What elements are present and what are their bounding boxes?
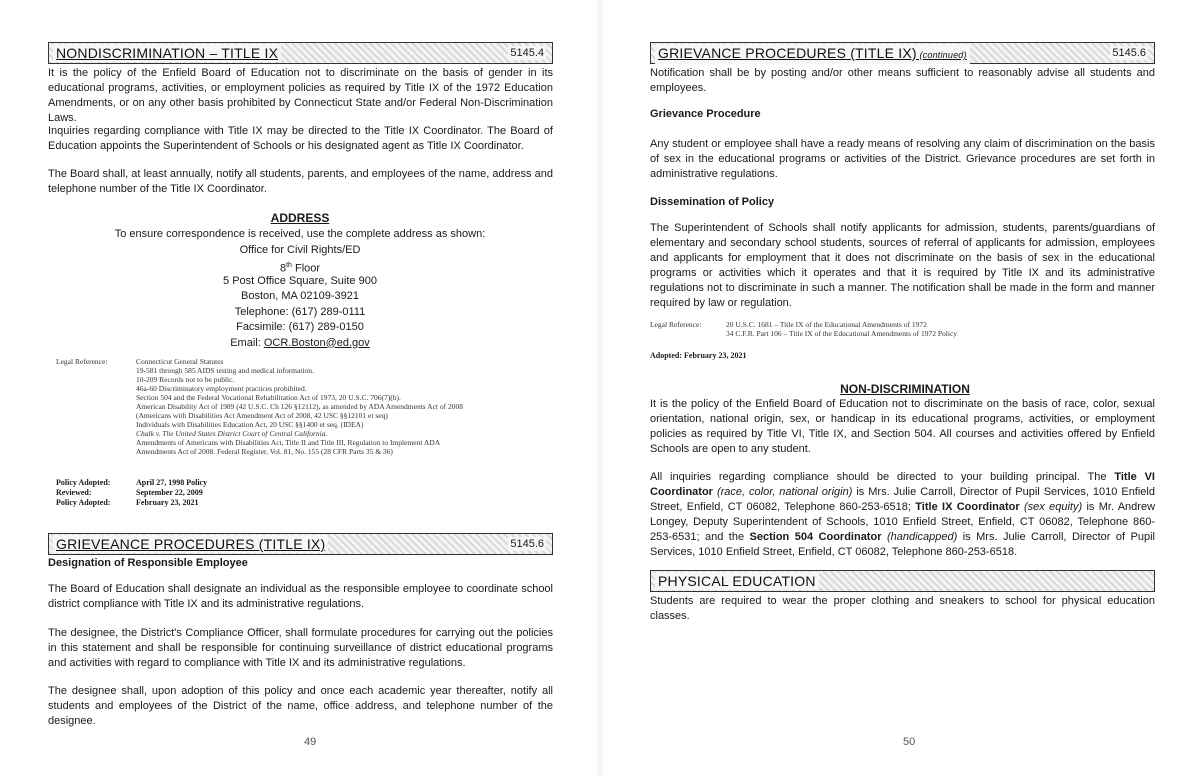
paragraph: The designee shall, upon adoption of this policy and once each academic year thereafter, notify all students and employees of the District of the name, office address, and telephone number of the designee. xyxy=(48,685,553,727)
section-header-grievance-procedures xyxy=(48,533,553,555)
section-title: GRIEVEANCE PROCEDURES (TITLE IX) xyxy=(53,535,328,553)
subheading: Grievance Procedure xyxy=(650,108,761,120)
address-city: Boston, MA 02109-3921 xyxy=(240,290,360,302)
policy-number: 5145.6 xyxy=(510,538,544,550)
address-fax: Facsimile: (617) 289-0150 xyxy=(236,321,364,333)
legal-reference xyxy=(650,320,1155,342)
legal-reference xyxy=(56,357,556,467)
email-link[interactable]: OCR.Boston@ed.gov xyxy=(263,336,370,349)
legal-line: Connecticut General Statutes xyxy=(136,357,224,366)
section-header-grievance-continued xyxy=(650,42,1155,64)
legal-line: 10-209 Records not to be public. xyxy=(136,375,235,384)
legal-line: Section 504 and the Federal Vocational Rehabilitation Act of 1973, 20 U.S.C. 706(7)(b). xyxy=(136,393,401,402)
adoption-date: Adopted: February 23, 2021 xyxy=(650,351,747,360)
subheading: Dissemination of Policy xyxy=(650,196,775,208)
paragraph: The Board of Education shall designate an individual as the responsible employee to coordinate school district compliance with Title IX and its administrative regulations. xyxy=(48,583,553,610)
section-title: GRIEVANCE PROCEDURES (TITLE IX) (continued) xyxy=(655,44,970,64)
paragraph: The Board shall, at least annually, notify all students, parents, and employees of the name, address and telephone number of the Title IX Coordinator. xyxy=(48,168,553,195)
page-number: 50 xyxy=(903,736,916,748)
address-heading: ADDRESS xyxy=(270,211,330,225)
coordinators-paragraph: All inquiries regarding compliance should be directed to your building principal. The Title VI Coordinator (race, color, national origin) is Mrs. Julie Carroll, Director of Pupil Services, 1010 Enfield Street, Enfield, CT 06082, Telephone 860-253-6518; Title IX Coordinator (sex equity) is Mr. Andrew Longey, Deputy Superintendent of Schools, 1010 Enfield Street, Enfield, CT 06082, Telephone 860-253-6531; and the Section 504 Coordinator (handicapped) is Mrs. Julie Carroll, Director of Pupil Services, 1010 Enfield Street, Enfield, CT 06082, Telephone 860-253-6518. xyxy=(650,471,1156,558)
address-phone: Telephone: (617) 289-0111 xyxy=(234,305,366,318)
address-intro: To ensure correspondence is received, use the complete address as shown: xyxy=(114,228,486,240)
paragraph: Notification shall be by posting and/or other means sufficient to reasonably advise all students and employees. xyxy=(650,67,1155,94)
legal-line: 20 U.S.C. 1681 – Title IX of the Educational Amendments of 1972 xyxy=(726,320,927,329)
non-discrimination-heading: NON-DISCRIMINATION xyxy=(840,382,970,396)
section-header-physical-education xyxy=(650,570,1155,592)
legal-line: Chalk v. The United States District Court of Central California. xyxy=(136,429,328,438)
section-header-nondiscrimination-title-ix xyxy=(48,42,553,64)
paragraph: Inquiries regarding compliance with Title IX may be directed to the Title IX Coordinator. The Board of Education appoints the Superintendent of Schools or his designated agent as Title IX Coordinator. xyxy=(48,125,553,152)
address-office: Office for Civil Rights/ED xyxy=(239,243,361,256)
address-floor: 8th Floor xyxy=(279,262,321,275)
legal-line: (Americans with Disabilities Act Amendment Act of 2008, 42 USC §§12101 et seq) xyxy=(136,411,388,420)
address-street: 5 Post Office Square, Suite 900 xyxy=(223,274,377,287)
paragraph: It is the policy of the Enfield Board of Education not to discriminate on the basis of gender in its educational programs, activities, or employment policies as required by Title IX of the 1972 Education Amendments, or on any other basis prohibited by Connecticut State and/or Federal Non-Discrimination Laws. xyxy=(48,67,553,124)
legal-reference-label: Legal Reference: xyxy=(650,320,702,329)
policy-number: 5145.6 xyxy=(1112,47,1146,59)
right-page xyxy=(600,0,1200,776)
policy-number: 5145.4 xyxy=(510,47,544,59)
legal-line: Amendments Act of 2008. Federal Register, Vol. 81, No. 155 (28 CFR Parts 35 & 36) xyxy=(136,447,393,456)
legal-line: 34 C.F.R. Part 106 – Title IX of the Educational Amendments of 1972 Policy xyxy=(726,329,958,338)
legal-line: Individuals with Disabilities Education Act, 20 USC §§1400 et seq. (IDEA) xyxy=(136,420,364,429)
address-block xyxy=(60,227,540,351)
paragraph: The Superintendent of Schools shall notify applicants for admission, students, parents/guardians of elementary and secondary school students, sources of referral of applicants for admission, employees and applicants for employment that it does not discriminate on the basis of sex in the educational programs or activities which it operates and that it is required by Title IX and its administrative regulations not to discriminate in such a manner. The notification shall be made in the form and manner required by law or regulation. xyxy=(650,222,1155,309)
paragraph: Students are required to wear the proper clothing and sneakers to school for physical education classes. xyxy=(650,595,1155,622)
legal-line: 19-581 through 585 AIDS testing and medical information. xyxy=(136,366,314,375)
legal-line: 46a-60 Discriminatory employment practices prohibited. xyxy=(136,384,307,393)
section-title: PHYSICAL EDUCATION xyxy=(655,572,819,590)
legal-line: Amendments of Americans with Disabilities Act, Title II and Title III, Regulation to Implement ADA xyxy=(136,438,441,447)
subheading: Designation of Responsible Employee xyxy=(48,557,248,569)
paragraph: It is the policy of the Enfield Board of Education not to discriminate on the basis of race, color, sexual orientation, national origin, sex, or handicap in its educational programs, activities, or employment policies as required by Title VI, Title IX, and Section 504. All courses and activities offered by Enfield Schools are open to any student. xyxy=(650,398,1155,455)
address-email: Email: OCR.Boston@ed.gov xyxy=(230,336,370,349)
legal-line: American Disability Act of 1989 (42 U.S.C. Ch 126 §12112), as amended by ADA Amendments Act of 2008 xyxy=(136,402,463,411)
legal-reference-label: Legal Reference: xyxy=(56,357,108,366)
paragraph: The designee, the District's Compliance Officer, shall formulate procedures for carrying out the policies in this statement and shall be responsible for continuing surveillance of district educational programs and activities with regard to compliance with Title IX and its administrative regulations. xyxy=(48,627,553,669)
section-title: NONDISCRIMINATION – TITLE IX xyxy=(53,44,281,62)
paragraph: Any student or employee shall have a ready means of resolving any claim of discrimination on the basis of sex in the educational programs or activities of the District. Grievance procedures are set forth in administrative regulations. xyxy=(650,138,1155,180)
page-number: 49 xyxy=(304,736,317,748)
adoption-dates: Policy Adopted: April 27, 1998 Policy Reviewed: September 22, 2009 Policy Adopted: February 23, 2021 xyxy=(56,478,208,507)
